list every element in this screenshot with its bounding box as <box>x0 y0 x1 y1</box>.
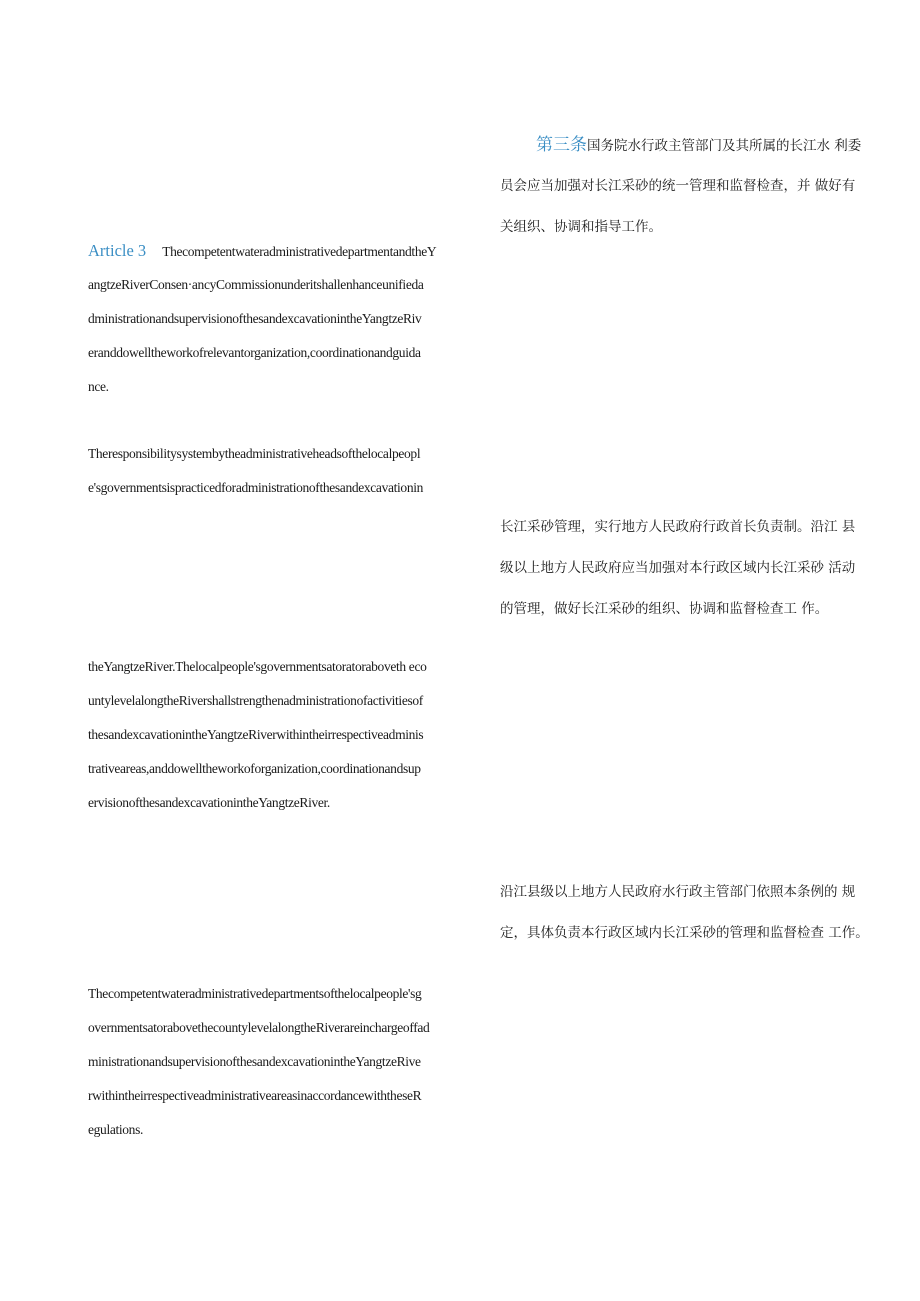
para2-zh-line-1: 长江采砂管理，实行地方人民政府行政首长负责制。沿江 县 <box>500 519 856 535</box>
para3-zh-line-2: 定，具体负责本行政区域内长江采砂的管理和监督检查 工作。 <box>500 925 869 941</box>
para2-en-paragraph-b <box>88 650 500 820</box>
para2-en-line-5: thesandexcavationintheYangtzeRiverwithintheirrespectiveadminis <box>88 727 424 742</box>
para3-en-line-1: Thecompetentwateradministrativedepartmentsofthelocalpeople'sg <box>88 986 422 1001</box>
article3-zh-line-1: 第三条国务院水行政主管部门及其所属的长江水 利委 <box>536 135 862 155</box>
article3-en-line-5: nce. <box>88 379 109 394</box>
para3-zh-line-1: 沿江县级以上地方人民政府水行政主管部门依照本条例的 规 <box>500 884 856 900</box>
article3-en-line-1: Article 3 ThecompetentwateradministrativedepartmentandtheY <box>88 241 437 260</box>
article3-en-line-4: eranddowelltheworkofrelevantorganization,coordinationandguida <box>88 345 421 360</box>
para3-en-line-4: rwithintheirrespectiveadministrativeareasinaccordancewiththeseR <box>88 1088 422 1103</box>
para2-en-paragraph-a <box>88 437 500 505</box>
para3-en-line-3: ministrationandsupervisionofthesandexcavationintheYangtzeRive <box>88 1054 421 1069</box>
para2-en-line-6: trativeareas,anddowelltheworkoforganization,coordinationandsup <box>88 761 421 776</box>
para2-en-line-2: e'sgovernmentsispracticedforadministrationofthesandexcavationin <box>88 480 424 495</box>
para2-en-line-4: untylevelalongtheRivershallstrengthenadministrationofactivitiesof <box>88 693 423 708</box>
para2-en-line-3: theYangtzeRiver.Thelocalpeople'sgovernmentsatoratoraboveth eco <box>88 659 427 674</box>
para3-en-paragraph <box>88 977 500 1147</box>
para2-zh-line-3: 的管理，做好长江采砂的组织、协调和监督检查工 作。 <box>500 601 829 617</box>
para2-zh-line-2: 级以上地方人民政府应当加强对本行政区域内长江采砂 活动 <box>500 560 856 576</box>
article3-zh-paragraph <box>500 125 890 248</box>
para2-zh-paragraph <box>500 507 890 630</box>
article3-zh-heading: 第三条 <box>536 135 587 155</box>
article3-en-line-2: angtzeRiverConsen·ancyCommissionunderitshallenhanceunifieda <box>88 277 424 292</box>
article3-en-heading: Article 3 <box>88 241 147 260</box>
para2-en-line-1: Theresponsibilitysystembytheadministrativeheadsofthelocalpeopl <box>88 446 421 461</box>
para3-en-line-2: overnmentsatorabovethecountylevelalongtheRiverareinchargeoffad <box>88 1020 430 1035</box>
para3-zh-paragraph <box>500 872 890 954</box>
para2-en-line-7: ervisionofthesandexcavationintheYangtzeRiver. <box>88 795 330 810</box>
article3-en-paragraph <box>88 234 500 404</box>
article3-en-line-3: dministrationandsupervisionofthesandexcavationintheYangtzeRiv <box>88 311 422 326</box>
para3-en-line-5: egulations. <box>88 1122 144 1137</box>
article3-zh-line-3: 关组织、协调和指导工作。 <box>500 219 662 235</box>
article3-zh-line-2: 员会应当加强对长江采砂的统一管理和监督检查，并 做好有 <box>500 178 856 194</box>
